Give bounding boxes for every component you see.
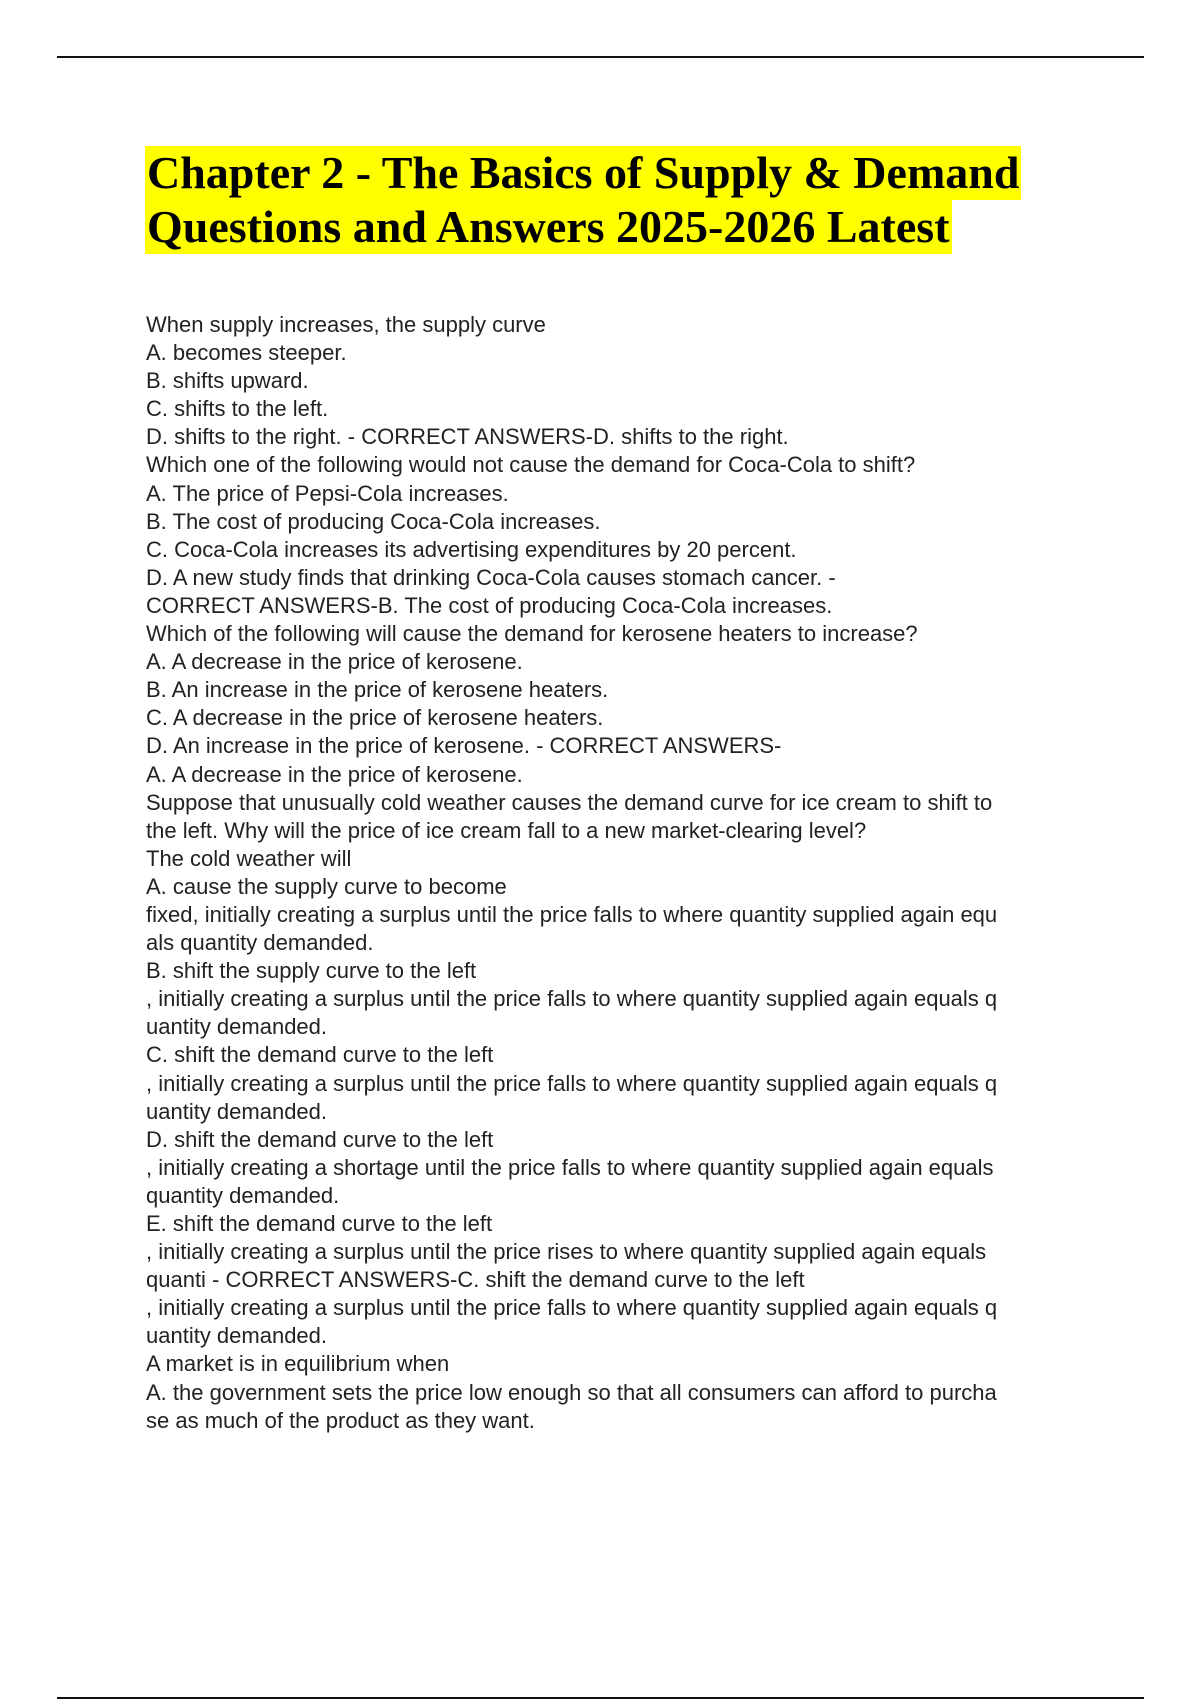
document-body [146,311,1146,1435]
text-line: D. shift the demand curve to the left [146,1126,494,1152]
text-line: Suppose that unusually cold weather causes the demand curve for ice cream to shift to [146,789,993,815]
text-line: C. shift the demand curve to the left [146,1042,494,1068]
title-line-2: Questions and Answers 2025-2026 Latest [147,201,950,252]
text-line: , initially creating a surplus until the price falls to where quantity supplied again equals q [146,986,998,1012]
text-line: se as much of the product as they want. [146,1407,535,1433]
text-line: A. becomes steeper. [146,340,347,366]
text-line: quantity demanded. [146,1182,340,1208]
text-line: , initially creating a surplus until the price falls to where quantity supplied again equals q [146,1295,998,1321]
text-line: , initially creating a surplus until the price falls to where quantity supplied again equals q [146,1070,998,1096]
top-rule [57,56,1144,58]
text-line: fixed, initially creating a surplus until the price falls to where quantity supplied again equ [146,901,998,927]
page-title [145,146,1135,254]
text-line: , initially creating a surplus until the price rises to where quantity supplied again equals [146,1239,987,1265]
text-line: Which of the following will cause the demand for kerosene heaters to increase? [146,621,918,647]
text-line: B. An increase in the price of kerosene heaters. [146,677,609,703]
text-line: uantity demanded. [146,1098,328,1124]
bottom-rule [57,1697,1144,1699]
text-line: B. The cost of producing Coca-Cola increases. [146,508,601,534]
text-line: A. the government sets the price low enough so that all consumers can afford to purcha [146,1379,997,1405]
text-line: B. shifts upward. [146,368,309,394]
text-line: uantity demanded. [146,1323,328,1349]
text-line: CORRECT ANSWERS-B. The cost of producing Coca-Cola increases. [146,592,833,618]
title-line-1: Chapter 2 - The Basics of Supply & Demand [147,147,1020,198]
text-line: C. Coca-Cola increases its advertising expenditures by 20 percent. [146,536,797,562]
text-line: A market is in equilibrium when [146,1351,450,1377]
text-line: C. shifts to the left. [146,396,329,422]
text-line: D. shifts to the right. - CORRECT ANSWERS-D. shifts to the right. [146,424,789,450]
text-line: B. shift the supply curve to the left [146,958,477,984]
text-line: C. A decrease in the price of kerosene heaters. [146,705,604,731]
text-line: , initially creating a shortage until the price falls to where quantity supplied again equals [146,1154,994,1180]
text-line: D. A new study finds that drinking Coca-Cola causes stomach cancer. - [146,564,836,590]
text-line: The cold weather will [146,845,352,871]
text-line: Which one of the following would not cause the demand for Coca-Cola to shift? [146,452,916,478]
text-line: When supply increases, the supply curve [146,312,546,337]
text-line: quanti - CORRECT ANSWERS-C. shift the demand curve to the left [146,1267,805,1293]
text-line: A. A decrease in the price of kerosene. [146,761,523,787]
text-line: A. The price of Pepsi-Cola increases. [146,480,509,506]
text-line: A. A decrease in the price of kerosene. [146,649,523,675]
text-line: D. An increase in the price of kerosene. - CORRECT ANSWERS- [146,733,782,759]
text-line: uantity demanded. [146,1014,328,1040]
text-line: A. cause the supply curve to become [146,873,507,899]
text-line: E. shift the demand curve to the left [146,1211,493,1236]
text-line: als quantity demanded. [146,930,374,956]
text-line: the left. Why will the price of ice cream fall to a new market-clearing level? [146,817,867,843]
